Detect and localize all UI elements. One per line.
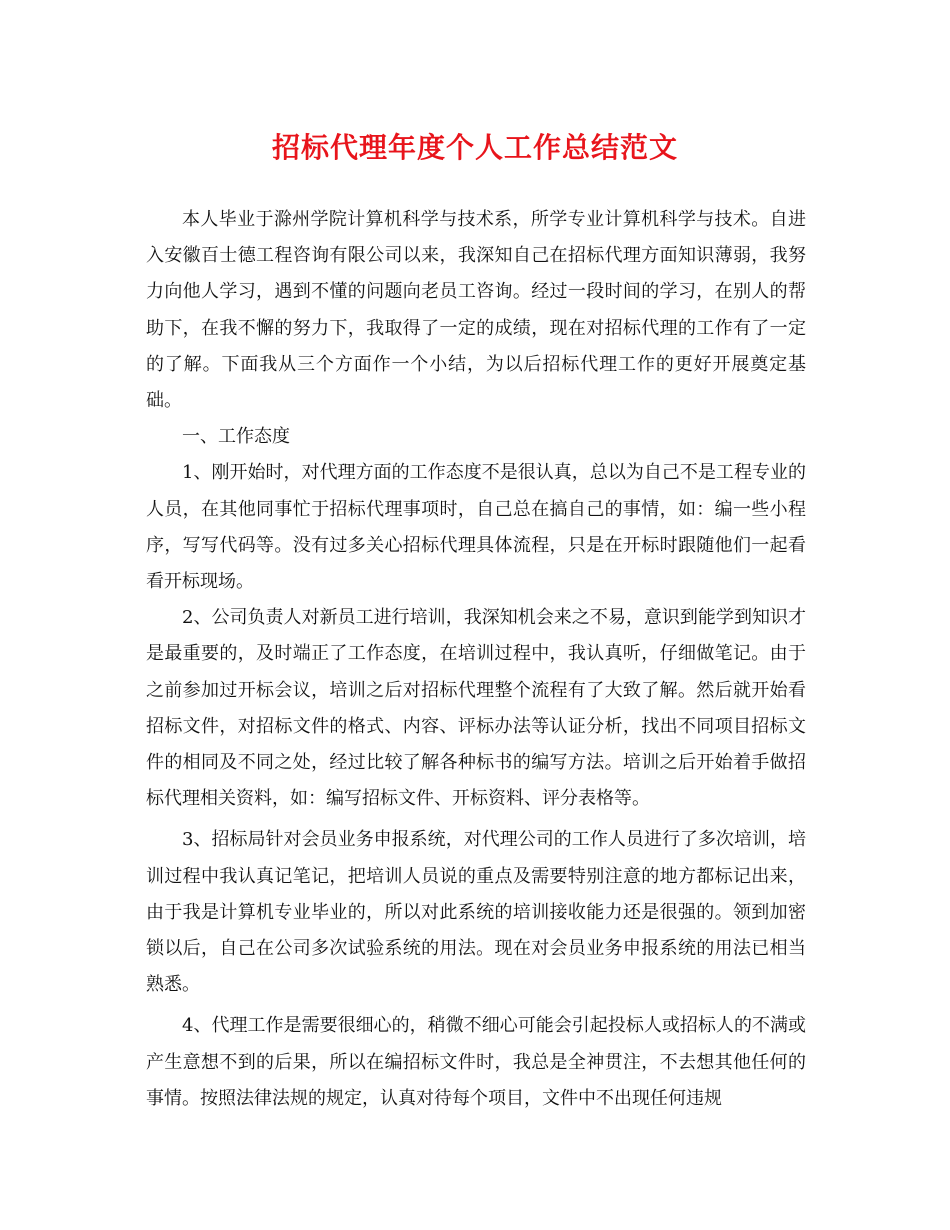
paragraph-point-3: 3、招标局针对会员业务申报系统，对代理公司的工作人员进行了多次培训，培训过程中我认真记笔记，把培训人员说的重点及需要特别注意的地方都标记出来，由于我是计算机专业毕业的，所以对此系统的培训接收能力还是很强的。领到加密锁以后，自己在公司多次试验系统的用法。现在对会员业务申报系统的用法已相当熟悉。	[146, 829, 806, 996]
paragraph-intro: 本人毕业于滁州学院计算机科学与技术系，所学专业计算机科学与技术。自进入安徽百士德工程咨询有限公司以来，我深知自己在招标代理方面知识薄弱，我努力向他人学习，遇到不懂的问题向老员工咨询。经过一段时间的学习，在别人的帮助下，在我不懈的努力下，我取得了一定的成绩，现在对招标代理的工作有了一定的了解。下面我从三个方面作一个小结，为以后招标代理工作的更好开展奠定基础。	[146, 209, 806, 412]
paragraph-point-1: 1、刚开始时，对代理方面的工作态度不是很认真，总以为自己不是工程专业的人员，在其他同事忙于招标代理事项时，自己总在搞自己的事情，如：编一些小程序，写写代码等。没有过多关心招标代理具体流程，只是在开标时跟随他们一起看看开标现场。	[146, 462, 806, 593]
paragraph-point-2: 2、公司负责人对新员工进行培训，我深知机会来之不易，意识到能学到知识才是最重要的，及时端正了工作态度，在培训过程中，我认真听，仔细做笔记。由于之前参加过开标会议，培训之后对招标代理整个流程有了大致了解。然后就开始看招标文件，对招标文件的格式、内容、评标办法等认证分析，找出不同项目招标文件的相同及不同之处，经过比较了解各种标书的编写方法。培训之后开始着手做招标代理相关资料，如：编写招标文件、开标资料、评分表格等。	[146, 607, 806, 810]
document-title: 招标代理年度个人工作总结范文	[271, 131, 678, 164]
paragraph-point-4: 4、代理工作是需要很细心的，稍微不细心可能会引起投标人或招标人的不满或产生意想不到的后果，所以在编招标文件时，我总是全神贯注，不去想其他任何的事情。按照法律法规的规定，认真对待每个项目，文件中不出现任何违规	[146, 1015, 806, 1109]
document-body	[146, 202, 806, 1117]
section-heading-work-attitude: 一、工作态度	[182, 426, 290, 448]
